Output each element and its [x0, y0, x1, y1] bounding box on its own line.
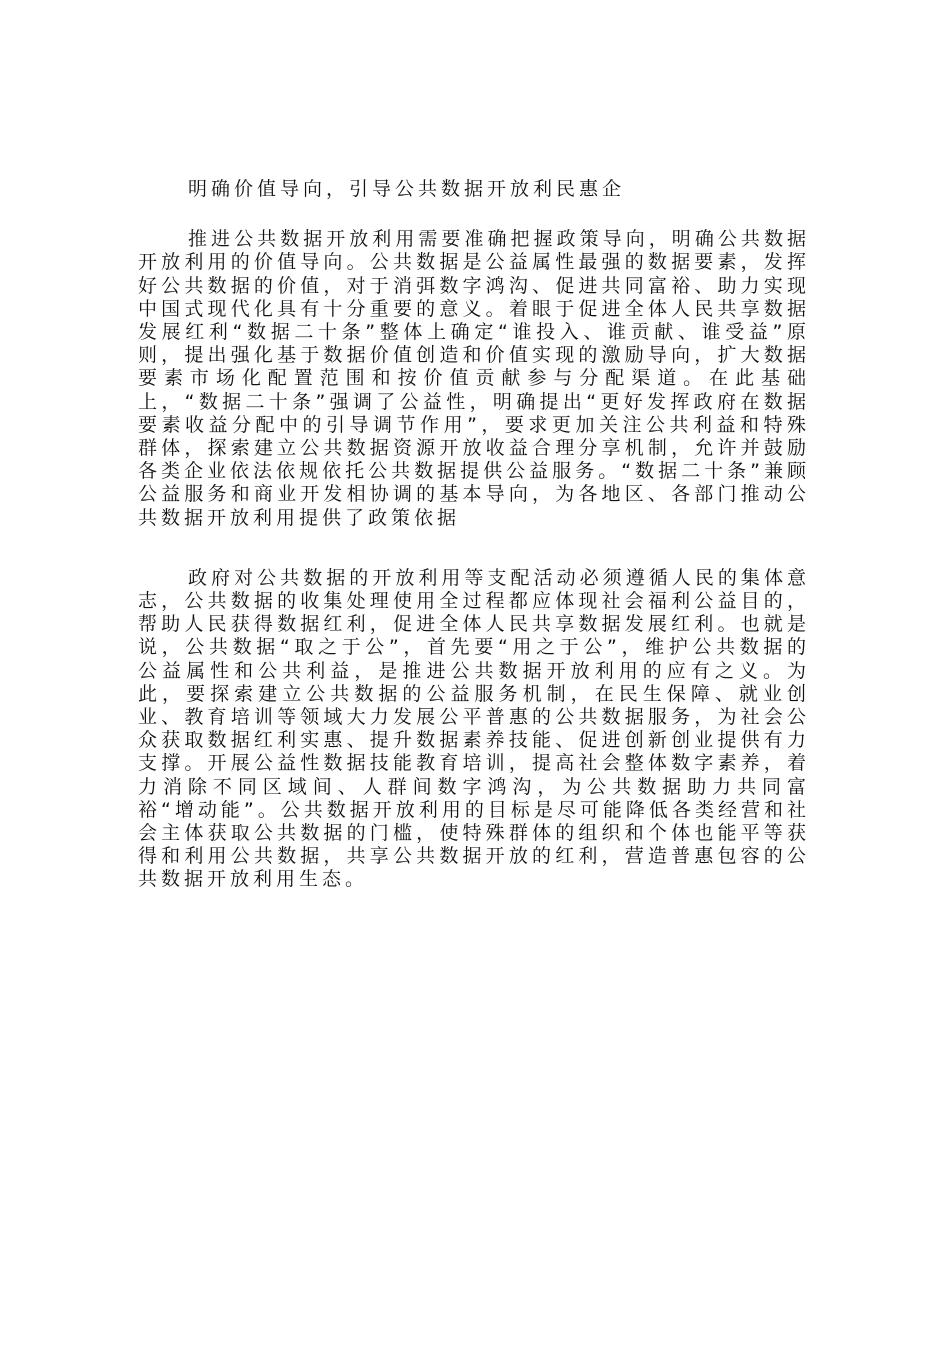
document-page — [138, 178, 810, 892]
paragraph-public-welfare: 政府对公共数据的开放利用等支配活动必须遵循人民的集体意志，公共数据的收集处理使用全过程都应体现社会福利公益目的，帮助人民获得数据红利，促进全体人民共享数据发展红利。也就是说，公共数据“取之于公”，首先要“用之于公”，维护公共数据的公益属性和公共利益，是推进公共数据开放利用的应有之义。为此，要探索建立公共数据的公益服务机制，在民生保障、就业创业、教育培训等领域大力发展公平普惠的公共数据服务，为社会公众获取数据红利实惠、提升数据素养技能、促进创新创业提供有力支撑。开展公益性数据技能教育培训，提高社会整体数字素养，着力消除不同区域间、人群间数字鸿沟，为公共数据助力共同富裕“增动能”。公共数据开放利用的目标是尽可能降低各类经营和社会主体获取公共数据的门槛，使特殊群体的组织和个体也能平等获得和利用公共数据，共享公共数据开放的红利，营造普惠包容的公共数据开放利用生态。 — [138, 566, 810, 891]
paragraph-policy-orientation: 推进公共数据开放利用需要准确把握政策导向，明确公共数据开放利用的价值导向。公共数据是公益属性最强的数据要素，发挥好公共数据的价值，对于消弭数字鸿沟、促进共同富裕、助力实现中国式现代化具有十分重要的意义。着眼于促进全体人民共享数据发展红利“数据二十条”整体上确定“谁投入、谁贡献、谁受益”原则，提出强化基于数据价值创造和价值实现的激励导向，扩大数据要素市场化配置范围和按价值贡献参与分配渠道。在此基础上，“数据二十条”强调了公益性，明确提出“更好发挥政府在数据要素收益分配中的引导调节作用”，要求更加关注公共利益和特殊群体，探索建立公共数据资源开放收益合理分享机制，允许并鼓励各类企业依法依规依托公共数据提供公益服务。“数据二十条”兼顾公益服务和商业开发相协调的基本导向，为各地区、各部门推动公共数据开放利用提供了政策依据 — [138, 228, 810, 529]
section-heading: 明确价值导向，引导公共数据开放利民惠企 — [188, 178, 626, 200]
